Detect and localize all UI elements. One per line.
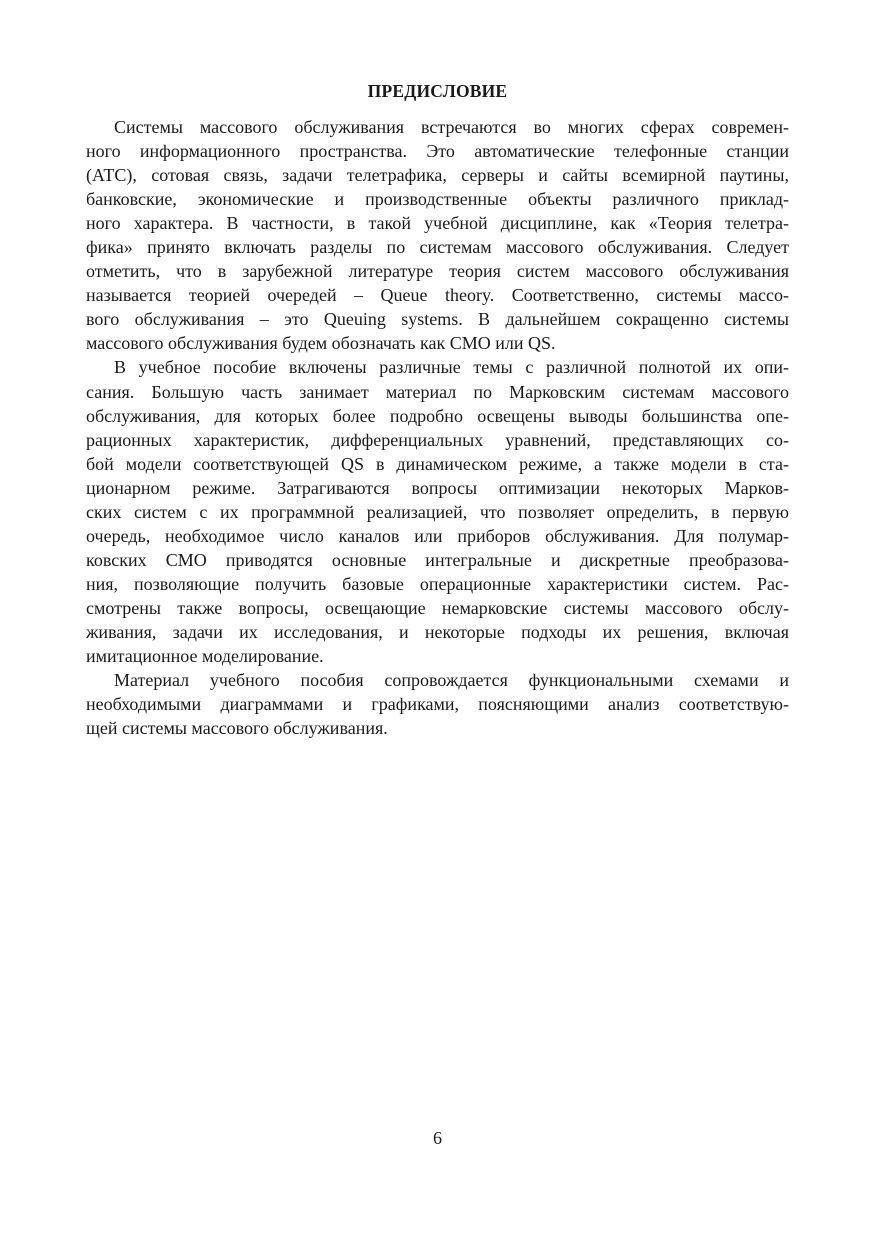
text-line: банковские, экономические и производственные объекты различного приклад- <box>86 189 789 210</box>
text-line: вого обслуживания – это Queuing systems. В дальнейшем сокращенно системы <box>86 309 789 330</box>
text-line: щей системы массового обслуживания. <box>86 718 388 739</box>
text-line: ния, позволяющие получить базовые операционные характеристики систем. Рас- <box>86 573 789 594</box>
text-line: фика» принято включать разделы по системам массового обслуживания. Следует <box>86 237 789 258</box>
text-line: ного характера. В частности, в такой учебной дисциплине, как «Теория телетра- <box>86 213 789 234</box>
page-number: 6 <box>433 1128 442 1148</box>
text-line: сания. Большую часть занимает материал по Марковским системам массового <box>86 381 789 402</box>
body-text <box>86 115 789 740</box>
text-line: бой модели соответствующей QS в динамическом режиме, а также модели в ста- <box>86 453 789 474</box>
text-line: (АТС), сотовая связь, задачи телетрафика, серверы и сайты всемирной паутины, <box>86 165 789 186</box>
text-line: называется теорией очередей – Queue theory. Соответственно, системы массо- <box>86 285 789 306</box>
text-line: имитационное моделирование. <box>86 646 324 667</box>
text-line: необходимыми диаграммами и графиками, поясняющими анализ соответствую- <box>86 694 789 715</box>
text-line: массового обслуживания будем обозначать как СМО или QS. <box>86 333 556 354</box>
text-line: рационных характеристик, дифференциальных уравнений, представляющих со- <box>86 429 789 450</box>
text-line: В учебное пособие включены различные темы с различной полнотой их опи- <box>114 357 789 378</box>
text-line: ного информационного пространства. Это автоматические телефонные станции <box>86 141 789 162</box>
text-line: Материал учебного пособия сопровождается функциональными схемами и <box>114 670 789 691</box>
paragraph-2 <box>86 355 789 668</box>
page-title: ПРЕДИСЛОВИЕ <box>367 81 508 101</box>
text-line: отметить, что в зарубежной литературе теория систем массового обслуживания <box>86 261 789 282</box>
text-line: ционарном режиме. Затрагиваются вопросы оптимизации некоторых Марков- <box>86 477 789 498</box>
text-line: ских систем с их программной реализацией, что позволяет определить, в первую <box>86 501 789 522</box>
text-line: смотрены также вопросы, освещающие немарковские системы массового обслу- <box>86 597 789 618</box>
text-line: ковских СМО приводятся основные интегральные и дискретные преобразова- <box>86 549 789 570</box>
text-line: живания, задачи их исследования, и некоторые подходы их решения, включая <box>86 621 789 642</box>
text-line: обслуживания, для которых более подробно освещены выводы большинства опе- <box>86 405 789 426</box>
paragraph-3 <box>86 668 789 740</box>
text-line: Системы массового обслуживания встречаются во многих сферах современ- <box>114 117 789 137</box>
paragraph-1 <box>86 115 789 355</box>
text-line: очередь, необходимое число каналов или приборов обслуживания. Для полумар- <box>86 525 789 546</box>
